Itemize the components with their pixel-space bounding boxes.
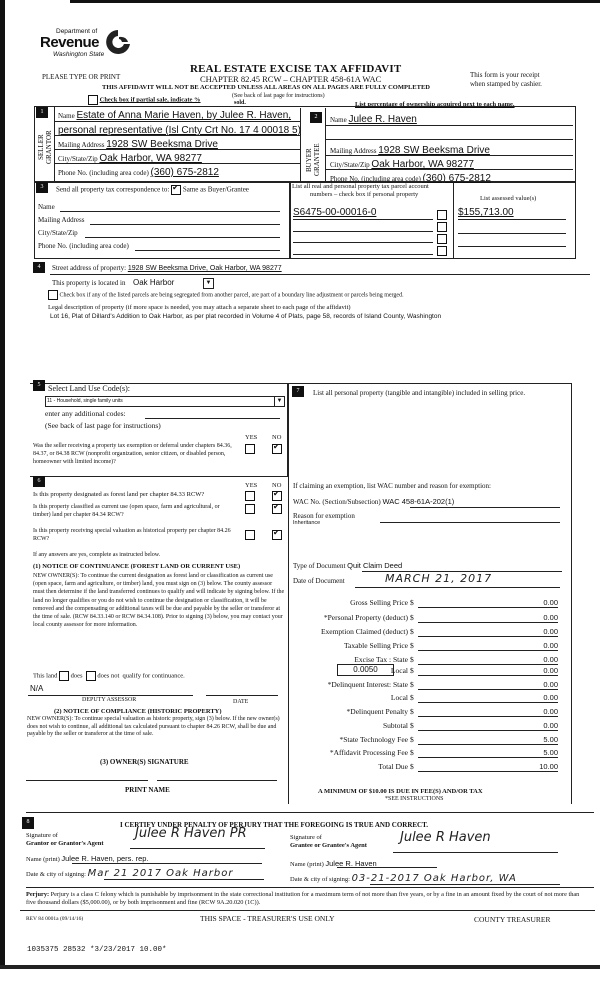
fee-value[interactable]: 10.00 [418, 762, 558, 772]
grantee-date-label: Date & city of signing: [290, 876, 350, 883]
fee-label: Total Due [378, 762, 408, 771]
grantor-date-row [26, 868, 233, 879]
section-8-badge: 8 [22, 817, 34, 829]
fee-excise-local [290, 666, 558, 678]
parcel-number-2[interactable] [293, 231, 433, 232]
seller-city-label: City/State/Zip [58, 155, 98, 163]
fee-label: Gross Selling Price [350, 598, 408, 607]
fee-state-technology [290, 735, 558, 747]
correspondence-city-field[interactable] [85, 237, 280, 238]
seller-name-value[interactable]: Estate of Anna Marie Haven, by Julee R. Haven, [76, 110, 292, 121]
dollar-sign: $ [410, 748, 414, 757]
print-name-label: PRINT NAME [125, 786, 170, 794]
assessed-header: List assessed value(s) [480, 195, 537, 202]
current-use-no-checkbox[interactable] [272, 504, 282, 514]
grantee-signature[interactable]: Julee R Haven [400, 830, 491, 845]
seller-side-label: SELLER GRANTOR [37, 130, 53, 165]
same-as-buyer-label: Same as Buyer/Grantee [182, 185, 249, 194]
does-qualify-checkbox[interactable] [59, 671, 69, 681]
personal-property-label: List all personal property (tangible and intangible) included in selling price. [313, 389, 526, 397]
treasurer-use-label: THIS SPACE - TREASURER'S USE ONLY [200, 914, 335, 923]
perjury-notice [26, 891, 586, 907]
seller-mailing-value[interactable]: 1928 SW Beeksma Drive [106, 139, 218, 150]
fee-exemption-claimed [290, 627, 558, 639]
notice-compliance-title: (2) NOTICE OF COMPLIANCE (HISTORIC PROPERTY) [54, 708, 222, 715]
dollar-sign: $ [410, 707, 414, 716]
owner-signature-label: (3) OWNER(S) SIGNATURE [100, 758, 189, 766]
fee-label: *State Technology Fee [339, 735, 408, 744]
grantor-date-value[interactable]: Mar 21 2017 Oak Harbor [87, 868, 234, 879]
form-chapter: CHAPTER 82.45 RCW – CHAPTER 458-61A WAC [200, 74, 382, 84]
fee-label: Taxable Selling Price [343, 641, 408, 650]
section-2-badge: 2 [310, 112, 322, 123]
s6-no-header: NO [272, 482, 282, 489]
ownership-note: List percentage of ownership acquired next to each name. [355, 101, 515, 108]
logo-text-revenue: Revenue [40, 34, 100, 51]
dollar-sign: $ [410, 735, 414, 744]
seller-name-row [58, 110, 296, 121]
fee-value[interactable]: 0.00 [418, 613, 558, 623]
see-back-note: (See back of last page for instructions) [232, 93, 325, 99]
form-title: REAL ESTATE EXCISE TAX AFFIDAVIT [190, 63, 402, 75]
correspondence-name-label: Name [38, 203, 55, 211]
does-not-label: does not [97, 672, 120, 680]
seller-city-value[interactable]: Oak Harbor, WA 98277 [99, 153, 202, 164]
legal-description-label: Legal description of property (if more space is needed, you may attach a separate sheet to each page of the affidavit) [48, 304, 351, 311]
personal-property-checkbox-2[interactable] [437, 222, 447, 232]
see-instructions-note: *SEE INSTRUCTIONS [385, 796, 444, 802]
personal-property-checkbox-3[interactable] [437, 234, 447, 244]
receipt-note-2: when stamped by cashier. [470, 80, 542, 88]
grantor-name-label: Name (print) [26, 856, 60, 863]
parcel-number-4[interactable] [293, 254, 433, 255]
logo-text-department: Department of [56, 28, 98, 35]
historic-yes-checkbox[interactable] [245, 530, 255, 540]
deputy-assessor-label: DEPUTY ASSESSOR [82, 697, 137, 703]
does-not-qualify-checkbox[interactable] [86, 671, 96, 681]
fee-value[interactable]: 0.00 [418, 721, 558, 731]
fee-label: *Personal Property (deduct) [323, 613, 408, 622]
fee-affidavit-processing [290, 748, 558, 760]
land-use-selected: 11 - Household, single family units [47, 398, 123, 404]
assessed-value-2[interactable] [458, 233, 566, 234]
qualify-label: qualify for continuance. [122, 672, 185, 680]
current-use-question: Is this property classified as current use (open space, farm and agricultural, or timber) land per chapter 84.34 RCW? [33, 504, 220, 518]
buyer-phone-label: Phone No. (including area code) [330, 175, 421, 183]
dollar-sign: $ [410, 762, 414, 771]
correspondence-label: Send all property tax correspondence to: [56, 185, 170, 194]
assessor-date-label: DATE [233, 699, 249, 705]
continuance-row [33, 671, 185, 681]
personal-property-checkbox-1[interactable] [437, 210, 447, 220]
seller-name-label: Name [58, 112, 75, 120]
doc-type-label: Type of Document [293, 562, 346, 570]
fee-taxable-selling-price [290, 641, 558, 653]
same-as-buyer-checkbox[interactable] [171, 185, 181, 195]
exemption-claim-label: If claiming an exemption, list WAC number and reason for exemption: [293, 482, 491, 490]
fee-value[interactable]: 5.00 [418, 735, 558, 745]
does-label: does [70, 672, 83, 680]
section-4-badge: 4 [33, 262, 45, 273]
located-value[interactable]: Oak Harbor [133, 278, 175, 287]
forest-land-yes-checkbox[interactable] [245, 491, 255, 501]
fee-delinquent-interest-local [290, 693, 558, 705]
buyer-mailing-label: Mailing Address [330, 147, 377, 155]
street-row [52, 264, 282, 272]
fee-gross-selling-price [290, 598, 558, 610]
legal-description-value[interactable]: Lot 16, Plat of Dillard's Addition to Oak Harbor, as per plat recorded in Volume 4 of Plats, page 58, records of Island County, Washington [50, 313, 442, 320]
fee-label: Exemption Claimed (deduct) [320, 627, 408, 636]
grantor-agent-label: Grantor or Grantor's Agent [26, 840, 104, 847]
section-6-badge: 6 [33, 476, 45, 487]
additional-codes-field[interactable] [145, 418, 280, 419]
street-value[interactable]: 1928 SW Beeksma Drive, Oak Harbor, WA 98277 [127, 265, 282, 272]
fee-delinquent-penalty [290, 707, 558, 719]
parcels-header-2: numbers – check box if personal property [310, 191, 419, 198]
notice-continuance-title: (1) NOTICE OF CONTINUANCE (FOREST LAND OR CURRENT USE) [33, 563, 241, 570]
no-header: NO [272, 434, 282, 441]
buyer-city-label: City/State/Zip [330, 161, 370, 169]
section-7-badge: 7 [292, 386, 304, 397]
dollar-sign: $ [410, 693, 414, 702]
grantee-date-value[interactable]: 03-21-2017 Oak Harbor, WA [351, 873, 517, 884]
scan-edge [0, 0, 5, 991]
personal-property-checkbox-4[interactable] [437, 246, 447, 256]
doc-type-row [293, 561, 402, 570]
segregated-label: Check box if any of the listed parcels are being segregated from another parcel, are part of a boundary line adjustment or parcels being merged. [59, 292, 404, 299]
perjury-text: Perjury is a class C felony which is punishable by imprisonment in the state correctional institution for a maximum term of not more than five years, or by a fine in an amount fixed by the court of not more than five thousand dollars ($5,000.00), or by both imprisonment and fine (RCW 9A.20.020 (1C)). [26, 891, 580, 906]
section-3-badge: 3 [36, 182, 48, 193]
seller-name-line2[interactable]: personal representative (Isl Cnty Crt No. 17 4 00018 5) [58, 125, 301, 136]
this-land-label: This land [33, 672, 58, 680]
grantor-signature-label: Signature of [26, 832, 58, 839]
buyer-name-label: Name [330, 116, 347, 124]
deputy-assessor-value[interactable]: N/A [30, 684, 44, 693]
buyer-name-value[interactable]: Julee R. Haven [348, 114, 417, 125]
fee-value[interactable]: 0.00 [418, 641, 558, 651]
fee-label: Subtotal [382, 721, 408, 730]
s6-yes-header: YES [245, 482, 258, 489]
wac-row [293, 497, 454, 506]
buyer-phone-value[interactable]: (360) 675-2812 [422, 173, 491, 184]
county-treasurer-label: COUNTY TREASURER [474, 915, 551, 924]
land-use-select[interactable] [45, 396, 285, 407]
notice-compliance-body: NEW OWNER(S): To continue special valuation as historic property, sign (3) below. If the new owner(s) does not wish to continue, all additional tax calculated pursuant to chapter 84.26 RCW, shall be due and payable by the seller or transferor at the time of sale. [27, 716, 280, 737]
wac-label: WAC No. (Section/Subsection) [293, 498, 381, 506]
fee-label: Local [390, 693, 408, 702]
fee-subtotal [290, 721, 558, 733]
fee-value[interactable]: 0.00 [418, 666, 558, 676]
grantor-name-value[interactable]: Julee R. Haven, pers. rep. [61, 854, 149, 863]
current-use-yes-checkbox[interactable] [245, 504, 255, 514]
if-yes-note: If any answers are yes, complete as instructed below. [33, 552, 161, 558]
fee-value[interactable]: 0.00 [418, 655, 558, 665]
land-use-dropdown-icon[interactable]: ▼ [274, 397, 284, 406]
correspondence-mailing-label: Mailing Address [38, 216, 85, 224]
partial-sale-row [88, 95, 201, 105]
fee-delinquent-interest-state [290, 680, 558, 692]
notice-continuance-body: NEW OWNER(S): To continue the current designation as forest land or classification as current use (open space, farm and agriculture, or timber) land, you must sign on (3) below. The county assessor must then determine if the land transferred continues to qualify and will indicate by signing below. If the land no longer qualifies or you do not wish to continue the designation or classification, it will be removed and the compensating or additional taxes will be due and payable by the seller or transferor at the time of sale. (RCW 84.33.140 or RCW 84.34.108). Prior to signing (3) below, you may contact your local county assessor for more information. [33, 573, 285, 629]
parcel-number-1[interactable]: S6475-00-00016-0 [293, 207, 377, 218]
assessed-value-3[interactable] [458, 246, 566, 247]
assessed-value-1[interactable]: $155,713.00 [458, 207, 514, 218]
buyer-city-value[interactable]: Oak Harbor, WA 98277 [371, 159, 474, 170]
dollar-sign: $ [410, 641, 414, 650]
reason-value[interactable]: Inheritance [293, 520, 321, 526]
parcel-number-3[interactable] [293, 242, 433, 243]
fee-value[interactable]: 5.00 [418, 748, 558, 758]
form-id: REV 84 0001a (09/14/16) [26, 916, 84, 922]
grantee-name-value[interactable]: Julee R. Haven [325, 859, 377, 868]
seller-phone-label: Phone No. (including area code) [58, 169, 149, 177]
partial-sale-checkbox[interactable] [88, 95, 98, 105]
correspondence-mailing-field[interactable] [90, 224, 280, 225]
located-dropdown-button[interactable]: ▼ [203, 278, 214, 289]
section-5-badge: 5 [33, 380, 45, 391]
dor-logo [40, 28, 135, 62]
fee-label: *Delinquent Penalty [346, 707, 408, 716]
perjury-bold: Perjury: [26, 891, 50, 898]
correspondence-phone-field[interactable] [135, 250, 280, 251]
grantee-name-label: Name (print) [290, 861, 324, 868]
scan-edge-top [70, 0, 600, 3]
sold-label: sold. [234, 100, 246, 106]
fee-value[interactable]: 0.00 [418, 627, 558, 637]
fee-personal-property [290, 613, 558, 625]
land-use-see-back: (See back of last page for instructions) [45, 421, 161, 430]
section-1-badge: 1 [36, 107, 48, 118]
logo-text-washington: Washington State [53, 51, 105, 58]
correspondence-header [56, 185, 249, 195]
street-label: Street address of property: [52, 264, 127, 272]
receipt-note-1: This form is your receipt [470, 71, 540, 79]
historic-question: Is this property receiving special valuation as historical property per chapter 84.26 RCW? [33, 528, 231, 542]
additional-codes-label: enter any additional codes: [45, 409, 126, 418]
exemption-no-checkbox[interactable] [272, 444, 282, 454]
local-rate-box[interactable]: 0.0050 [337, 664, 394, 676]
segregated-row [48, 290, 404, 300]
dollar-sign: $ [410, 613, 414, 622]
located-label: This property is located in [52, 279, 126, 287]
grantor-date-label: Date & city of signing: [26, 871, 86, 878]
grantee-signature-label: Signature of [290, 834, 322, 841]
parcels-header-1: List all real and personal property tax parcel account [292, 183, 429, 190]
dollar-sign: $ [410, 598, 414, 607]
dollar-sign: $ [410, 655, 414, 664]
forest-land-question: Is this property designated as forest land per chapter 84.33 RCW? [33, 491, 205, 498]
treasurer-stamp: 1035375 28532 *3/23/2017 10.00* [27, 946, 167, 954]
form-warning: THIS AFFIDAVIT WILL NOT BE ACCEPTED UNLESS ALL AREAS ON ALL PAGES ARE FULLY COMPLETED [102, 84, 430, 91]
reason-label: Reason for exemption [293, 512, 355, 520]
land-use-label: Select Land Use Code(s): [48, 384, 130, 393]
fee-label: Local [390, 666, 408, 675]
buyer-side-label: BUYER GRANTEE [305, 143, 321, 177]
fee-label: *Affidavit Processing Fee [329, 748, 408, 757]
segregated-checkbox[interactable] [48, 290, 58, 300]
forest-land-no-checkbox[interactable] [272, 491, 282, 501]
dollar-sign: $ [410, 666, 414, 675]
owner-print-name-field[interactable] [157, 780, 277, 781]
grantor-signature[interactable]: Julee R Haven PR [135, 826, 247, 841]
dollar-sign: $ [410, 627, 414, 636]
wac-value[interactable]: WAC 458-61A-202(1) [382, 497, 455, 506]
correspondence-city-label: City/State/Zip [38, 229, 78, 237]
seller-phone-value[interactable]: (360) 675-2812 [150, 167, 219, 178]
grantee-date-row [290, 873, 517, 884]
grantor-name-row [26, 854, 149, 863]
partial-sale-label: Check box if partial sale, indicate % [99, 96, 201, 104]
fee-value[interactable]: 0.00 [418, 693, 558, 703]
owner-signature-field[interactable] [26, 780, 148, 781]
fee-value[interactable]: 0.00 [418, 598, 558, 608]
correspondence-phone-label: Phone No. (including area code) [38, 242, 129, 250]
scan-edge-bottom [0, 965, 600, 991]
seller-mailing-label: Mailing Address [58, 141, 105, 149]
fee-label: Excise Tax : State [354, 655, 408, 664]
doc-date-value[interactable]: MARCH 21, 2017 [385, 572, 493, 585]
doc-type-value[interactable]: Quit Claim Deed [347, 561, 403, 570]
seller-phone-row [58, 167, 219, 178]
buyer-mailing-value[interactable]: 1928 SW Beeksma Drive [378, 145, 490, 156]
dor-swirl-icon [104, 28, 132, 56]
please-type-note: PLEASE TYPE OR PRINT [42, 73, 121, 81]
correspondence-name-field[interactable] [60, 211, 280, 212]
fee-total-due [290, 762, 558, 774]
historic-no-checkbox[interactable] [272, 530, 282, 540]
fee-value[interactable]: 0.00 [418, 707, 558, 717]
fee-label: *Delinquent Interest: State [327, 680, 408, 689]
exemption-yes-checkbox[interactable] [245, 444, 255, 454]
doc-date-label: Date of Document [293, 577, 345, 585]
dollar-sign: $ [410, 721, 414, 730]
buyer-name-row [330, 114, 417, 125]
certify-statement: I CERTIFY UNDER PENALTY OF PERJURY THAT THE FOREGOING IS TRUE AND CORRECT. [120, 821, 429, 829]
grantee-agent-label: Grantee or Grantee's Agent [290, 842, 367, 849]
exemption-question: Was the seller receiving a property tax exemption or deferral under chapters 84.36, 84.37, or 84.38 RCW (nonprofit organization, senior citizen, or disabled person, homeowner with limited income)? [33, 443, 232, 465]
dollar-sign: $ [410, 680, 414, 689]
fee-value[interactable]: 0.00 [418, 680, 558, 690]
minimum-due-note: A MINIMUM OF $10.00 IS DUE IN FEE(S) AND/OR TAX [318, 788, 483, 795]
yes-header: YES [245, 434, 258, 441]
